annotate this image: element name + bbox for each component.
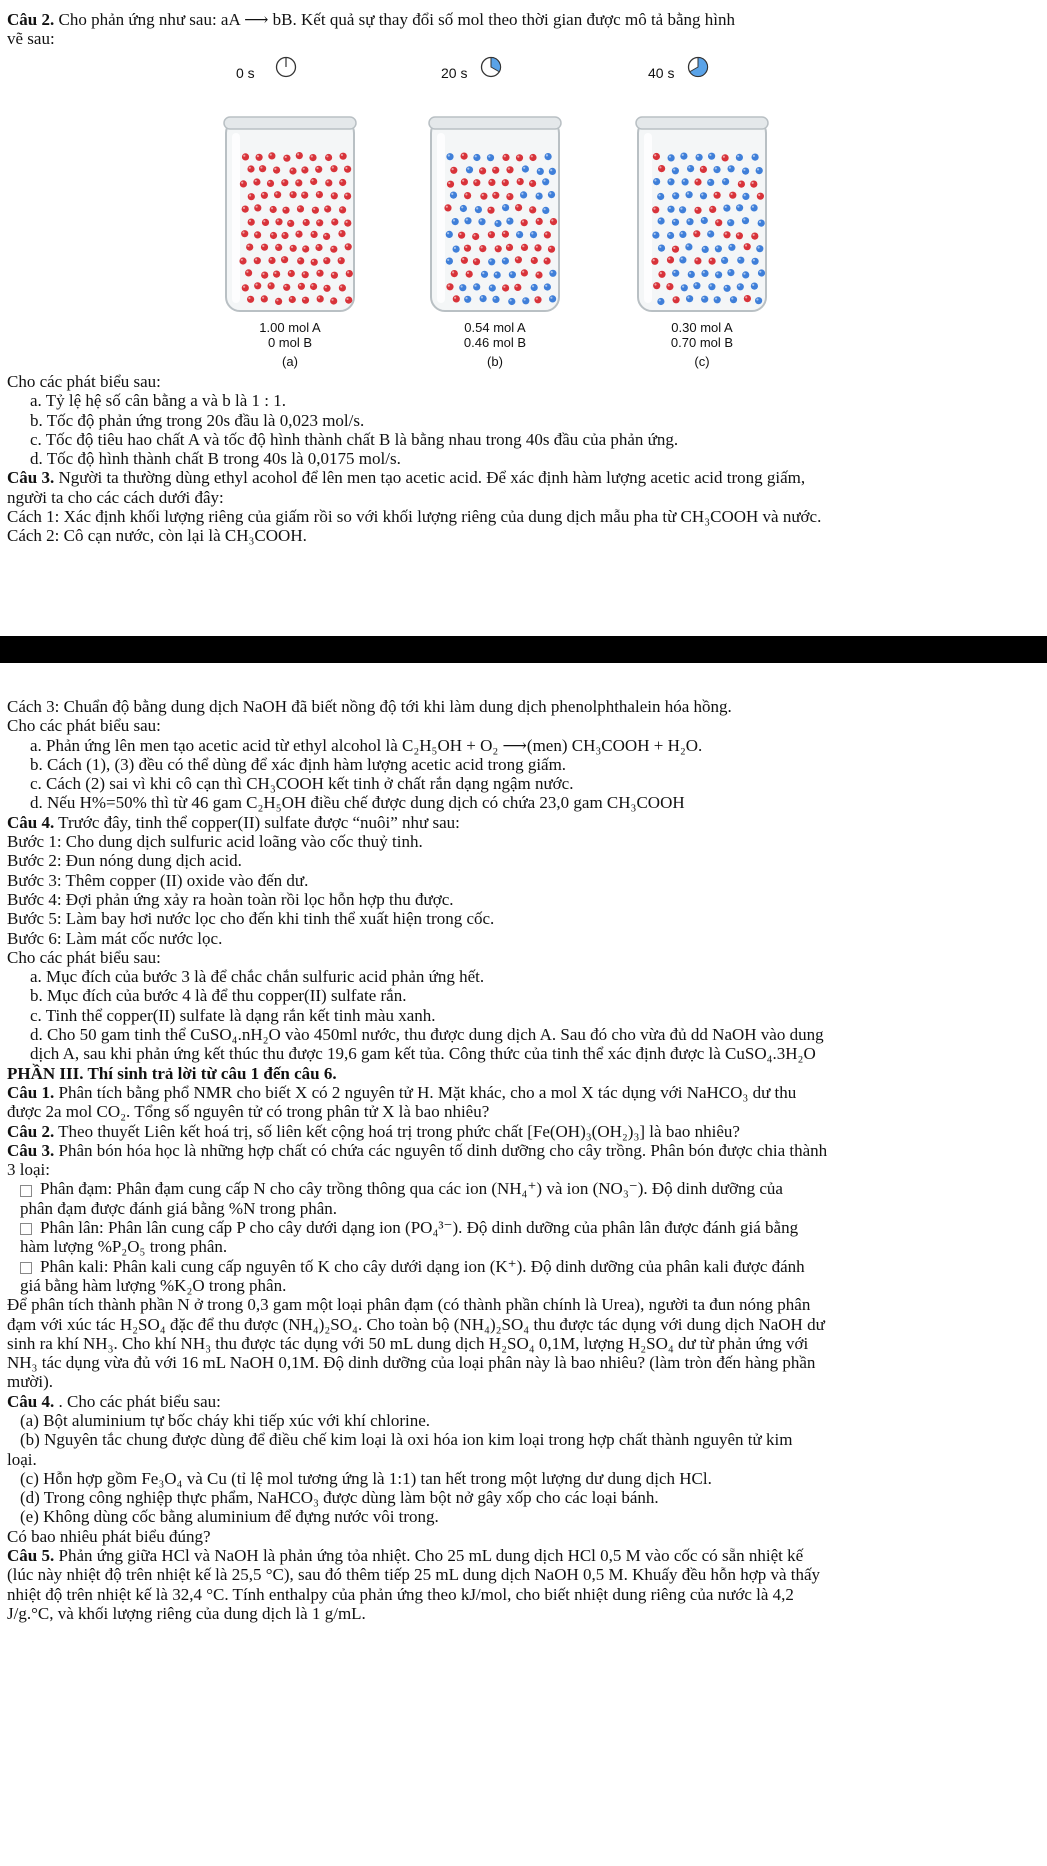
reaction-figure	[0, 50, 1047, 369]
line-text: Cách 1: Xác định khối lượng riêng của giấm rồi so với khối lượng riêng của dung dịch mẫu pha từ CH₃COOH và nước.	[7, 507, 822, 527]
bottom-line	[0, 1160, 1047, 1179]
bottom-line	[0, 1237, 1047, 1256]
line-text: Cách 2: Cô cạn nước, còn lại là CH₃COOH.	[7, 526, 307, 546]
bottom-line	[0, 1411, 1047, 1430]
bottom-line	[0, 1565, 1047, 1584]
line-text: Bước 3: Thêm copper (II) oxide vào đến dư.	[7, 870, 309, 890]
bottom-line	[0, 871, 1047, 890]
bottom-line	[0, 1392, 1047, 1411]
mol-amounts	[220, 320, 360, 350]
bottom-line	[0, 1450, 1047, 1469]
line-text: b. Tốc độ phản ứng trong 20s đầu là 0,023 mol/s.	[30, 410, 365, 430]
question-text: Phản ứng giữa HCl và NaOH là phản ứng tỏa nhiệt. Cho 25 mL dung dịch HCl 0,5 M vào cốc có sẵn nhiệt kế	[54, 1546, 804, 1566]
line-text: (e) Không dùng cốc bằng aluminium để đựng nước vôi trong.	[20, 1507, 439, 1527]
line-text: (c) Hỗn hợp gồm Fe₃O₄ và Cu (tỉ lệ mol tương ứng là 1:1) tan hết trong một lượng dư dung dịch HCl.	[20, 1468, 712, 1488]
bottom-line	[0, 1469, 1047, 1488]
line-text: Cách 3: Chuẩn độ bằng dung dịch NaOH đã biết nồng độ tới khi làm dung dịch phenolphthalein hóa hồng.	[7, 697, 732, 716]
question-number: Câu 3.	[7, 1140, 55, 1160]
question-text: Theo thuyết Liên kết hoá trị, số liên kết cộng hoá trị trong phức chất [Fe(OH)₃(OH₂)₃] là bao nhiêu?	[54, 1121, 740, 1141]
line-text: a. Tỷ lệ hệ số cân bằng a và b là 1 : 1.	[30, 391, 287, 411]
line-text: Bước 6: Làm mát cốc nước lọc.	[7, 928, 223, 948]
panel-caption: (b)	[487, 354, 503, 369]
line-text: c. Tốc độ tiêu hao chất A và tốc độ hình thành chất B là bằng nhau trong 40s đầu của phản ứng.	[30, 429, 679, 449]
line-text: c. Cách (2) sai vì khi cô cạn thì CH₃COOH kết tinh ở chất rắn dạng ngậm nước.	[30, 774, 574, 794]
bottom-line	[0, 929, 1047, 948]
line-text: được 2a mol CO₂. Tổng số nguyên tử có trong phân tử X là bao nhiêu?	[7, 1102, 490, 1122]
q2-intro-line-1	[0, 10, 1047, 29]
top-line	[0, 372, 1047, 391]
bottom-line	[0, 1218, 1047, 1237]
line-text: Bước 4: Đợi phản ứng xảy ra hoàn toàn rồi lọc hỗn hợp thu được.	[7, 889, 454, 909]
bottom-line	[0, 1372, 1047, 1391]
question-number: Câu 1.	[7, 1082, 55, 1102]
line-text: 3 loại:	[7, 1160, 50, 1180]
line-text: Phân lân: Phân lân cung cấp P cho cây dưới dạng ion (PO₄³⁻). Độ dinh dưỡng của phân lân được đánh giá bằng	[40, 1218, 799, 1238]
bottom-line	[0, 1604, 1047, 1623]
line-text: d. Tốc độ hình thành chất B trong 40s là 0,0175 mol/s.	[30, 449, 401, 469]
bottom-line	[0, 774, 1047, 793]
line-text: sinh ra khí NH₃. Cho khí NH₃ thu được tác dụng với 50 mL dung dịch H₂SO₄ 0,1M, lượng H₂SO₄ dư từ phản ứng với	[7, 1333, 809, 1353]
panel-caption: (a)	[282, 354, 298, 369]
clock-icon	[275, 56, 297, 78]
bottom-line	[0, 1488, 1047, 1507]
line-text: (d) Trong công nghiệp thực phẩm, NaHCO₃ được dùng làm bột nở gây xốp cho các loại bánh.	[20, 1488, 659, 1508]
question-number: Câu 4.	[7, 812, 55, 832]
line-text: b. Mục đích của bước 4 là để thu copper(II) sulfate rắn.	[30, 986, 407, 1006]
question-text: . Cho các phát biểu sau:	[54, 1391, 221, 1411]
bottom-line	[0, 1044, 1047, 1063]
beaker-particles	[632, 115, 772, 315]
clock-icon	[480, 56, 502, 78]
beaker-particles	[425, 115, 565, 315]
panel-time-label: 0 s	[236, 65, 255, 81]
bottom-line	[0, 909, 1047, 928]
mol-b-label: 0.70 mol B	[670, 335, 734, 350]
mol-b-label: 0.46 mol B	[463, 335, 527, 350]
line-text: (b) Nguyên tắc chung được dùng để điều chế kim loại là oxi hóa ion kim loại trong hợp chất thành nguyên tử kim	[20, 1430, 793, 1450]
bottom-line	[0, 1141, 1047, 1160]
bottom-line	[0, 697, 1047, 716]
line-text: Bước 5: Làm bay hơi nước lọc cho đến khi tinh thể xuất hiện trong cốc.	[7, 909, 495, 929]
line-text: dịch A, sau khi phản ứng kết thúc thu được 19,6 gam kết tủa. Công thức của tinh thể xác định được là CuSO₄.3H₂O	[30, 1044, 816, 1064]
line-text: Bước 1: Cho dung dịch sulfuric acid loãng vào cốc thuỷ tinh.	[7, 832, 423, 852]
question-text: Trước đây, tinh thể copper(II) sulfate được “nuôi” như sau:	[54, 812, 460, 832]
line-text: nhiệt độ trên nhiệt kế là 32,4 °C. Tính enthalpy của phản ứng theo kJ/mol, cho biết nhiệt dung riêng của nước là 4,2	[7, 1584, 794, 1604]
top-line	[0, 449, 1047, 468]
top-line	[0, 526, 1047, 545]
bottom-line	[0, 1064, 1047, 1083]
bottom-line	[0, 1276, 1047, 1295]
line-text: Phân kali: Phân kali cung cấp nguyên tố K cho cây dưới dạng ion (K⁺). Độ dinh dưỡng của phân kali được đánh	[40, 1256, 805, 1276]
bullet-box-icon	[20, 1185, 32, 1197]
bullet-box-icon	[20, 1223, 32, 1235]
bottom-line	[0, 755, 1047, 774]
question-number: Câu 2.	[7, 1121, 55, 1141]
line-text: mười).	[7, 1372, 54, 1392]
bottom-line	[0, 948, 1047, 967]
mol-a-label: 0.30 mol A	[671, 320, 733, 335]
question-text: Người ta thường dùng ethyl acohol để lên men tạo acetic acid. Để xác định hàm lượng acetic acid trong giấm,	[54, 468, 806, 488]
bottom-line	[0, 1585, 1047, 1604]
bottom-line	[0, 1430, 1047, 1449]
top-line	[0, 488, 1047, 507]
top-line	[0, 391, 1047, 410]
q2-intro	[0, 10, 1047, 49]
bottom-line	[0, 1353, 1047, 1372]
clock-icon	[687, 56, 709, 78]
bottom-line	[0, 1546, 1047, 1565]
top-line	[0, 468, 1047, 487]
top-text-block	[0, 372, 1047, 546]
q2-intro-line-2: vẽ sau:	[7, 29, 55, 49]
line-text: a. Phản ứng lên men tạo acetic acid từ ethyl alcohol là C₂H₅OH + O₂ ⟶(men) CH₃COOH + H₂O.	[30, 735, 703, 755]
line-text: NH₃ tác dụng vừa đủ với 16 mL NaOH 0,1M. Độ dinh dưỡng của loại phân này là bao nhiêu? (làm tròn đến hàng phần	[7, 1353, 816, 1373]
top-line	[0, 411, 1047, 430]
bottom-line	[0, 1257, 1047, 1276]
q2-lead: Câu 2.	[7, 10, 55, 29]
bottom-line	[0, 1122, 1047, 1141]
mol-b-label: 0 mol B	[267, 335, 313, 350]
bottom-line	[0, 1527, 1047, 1546]
line-text: giá bằng hàm lượng %K₂O trong phân.	[20, 1275, 287, 1295]
bottom-line	[0, 716, 1047, 735]
question-text: Phân bón hóa học là những hợp chất có chứa các nguyên tố dinh dưỡng cho cây trồng. Phân bón được chia thành	[54, 1140, 828, 1160]
question-number: Câu 3.	[7, 468, 55, 488]
bottom-text-block	[0, 697, 1047, 1623]
line-text: loại.	[7, 1449, 37, 1469]
mol-a-label: 1.00 mol A	[259, 320, 321, 335]
bottom-line	[0, 1083, 1047, 1102]
black-separator-bar	[0, 636, 1047, 663]
beaker-particles	[220, 115, 360, 315]
bottom-line	[0, 1102, 1047, 1121]
line-text: người ta cho các cách dưới đây:	[7, 487, 224, 507]
line-text: J/g.°C, và khối lượng riêng của dung dịch là 1 g/mL.	[7, 1603, 366, 1623]
bottom-line	[0, 851, 1047, 870]
line-text: phân đạm được đánh giá bằng %N trong phân.	[20, 1198, 338, 1218]
bottom-line	[0, 813, 1047, 832]
bottom-line	[0, 832, 1047, 851]
bottom-line	[0, 986, 1047, 1005]
line-text: a. Mục đích của bước 3 là để chắc chắn sulfuric acid phản ứng hết.	[30, 967, 485, 987]
line-text: (lúc này nhiệt độ trên nhiệt kế là 25,5 °C), sau đó thêm tiếp 25 mL dung dịch NaOH 0,5 M. Khuấy đều hỗn hợp và thấy	[7, 1565, 821, 1585]
bottom-line	[0, 1025, 1047, 1044]
line-text: Cho các phát biểu sau:	[7, 947, 161, 967]
bottom-line	[0, 1199, 1047, 1218]
bullet-box-icon	[20, 1262, 32, 1274]
line-text: (a) Bột aluminium tự bốc cháy khi tiếp xúc với khí chlorine.	[20, 1410, 431, 1430]
line-text: Bước 2: Đun nóng dung dịch acid.	[7, 851, 242, 871]
bottom-line	[0, 736, 1047, 755]
line-text: hàm lượng %P₂O₅ trong phân.	[20, 1237, 228, 1257]
mol-amounts	[425, 320, 565, 350]
bottom-line	[0, 1507, 1047, 1526]
line-text: Phân đạm: Phân đạm cung cấp N cho cây trồng thông qua các ion (NH₄⁺) và ion (NO₃⁻). Độ dinh dưỡng của	[40, 1179, 783, 1199]
q2-intro-text: Cho phản ứng như sau: aA ⟶ bB. Kết quả sự thay đổi số mol theo thời gian được mô tả bằng hình	[58, 10, 735, 29]
question-text: Phân tích bằng phổ NMR cho biết X có 2 nguyên tử H. Mặt khác, cho a mol X tác dụng với NaHCO₃ dư thu	[54, 1082, 797, 1102]
line-text: d. Cho 50 gam tinh thể CuSO₄.nH₂O vào 450ml nước, thu được dung dịch A. Sau đó cho vừa đủ dd NaOH vào dung	[30, 1025, 824, 1045]
question-number: Câu 4.	[7, 1391, 55, 1411]
line-text: đạm với xúc tác H₂SO₄ đặc để thu được (NH₄)₂SO₄. Cho toàn bộ (NH₄)₂SO₄ thu được tác dụng với dung dịch NaOH dư	[7, 1314, 825, 1334]
bottom-line	[0, 1334, 1047, 1353]
line-text: Cho các phát biểu sau:	[7, 716, 161, 736]
bottom-line	[0, 1179, 1047, 1198]
bottom-line	[0, 1295, 1047, 1314]
line-text: Cho các phát biểu sau:	[7, 372, 161, 391]
line-text: Có bao nhiêu phát biểu đúng?	[7, 1526, 211, 1546]
bottom-line	[0, 1006, 1047, 1025]
top-line	[0, 507, 1047, 526]
section-heading: PHẦN III. Thí sinh trả lời từ câu 1 đến câu 6.	[7, 1063, 337, 1083]
bottom-line	[0, 793, 1047, 812]
panel-time-label: 20 s	[441, 65, 468, 81]
question-number: Câu 5.	[7, 1546, 55, 1566]
panel-caption: (c)	[694, 354, 710, 369]
line-text: c. Tinh thể copper(II) sulfate là dạng rắn kết tinh màu xanh.	[30, 1005, 436, 1025]
line-text: d. Nếu H%=50% thì từ 46 gam C₂H₅OH điều chế được dung dịch có chứa 23,0 gam CH₃COOH	[30, 793, 685, 813]
bottom-line	[0, 967, 1047, 986]
line-text: Để phân tích thành phần N ở trong 0,3 gam một loại phân đạm (có thành phần chính là Urea), người ta đun nóng phân	[7, 1295, 811, 1315]
panel-time-label: 40 s	[648, 65, 675, 81]
top-line	[0, 430, 1047, 449]
mol-a-label: 0.54 mol A	[464, 320, 526, 335]
bottom-line	[0, 1315, 1047, 1334]
line-text: b. Cách (1), (3) đều có thể dùng để xác định hàm lượng acetic acid trong giấm.	[30, 754, 567, 774]
mol-amounts	[632, 320, 772, 350]
bottom-line	[0, 890, 1047, 909]
